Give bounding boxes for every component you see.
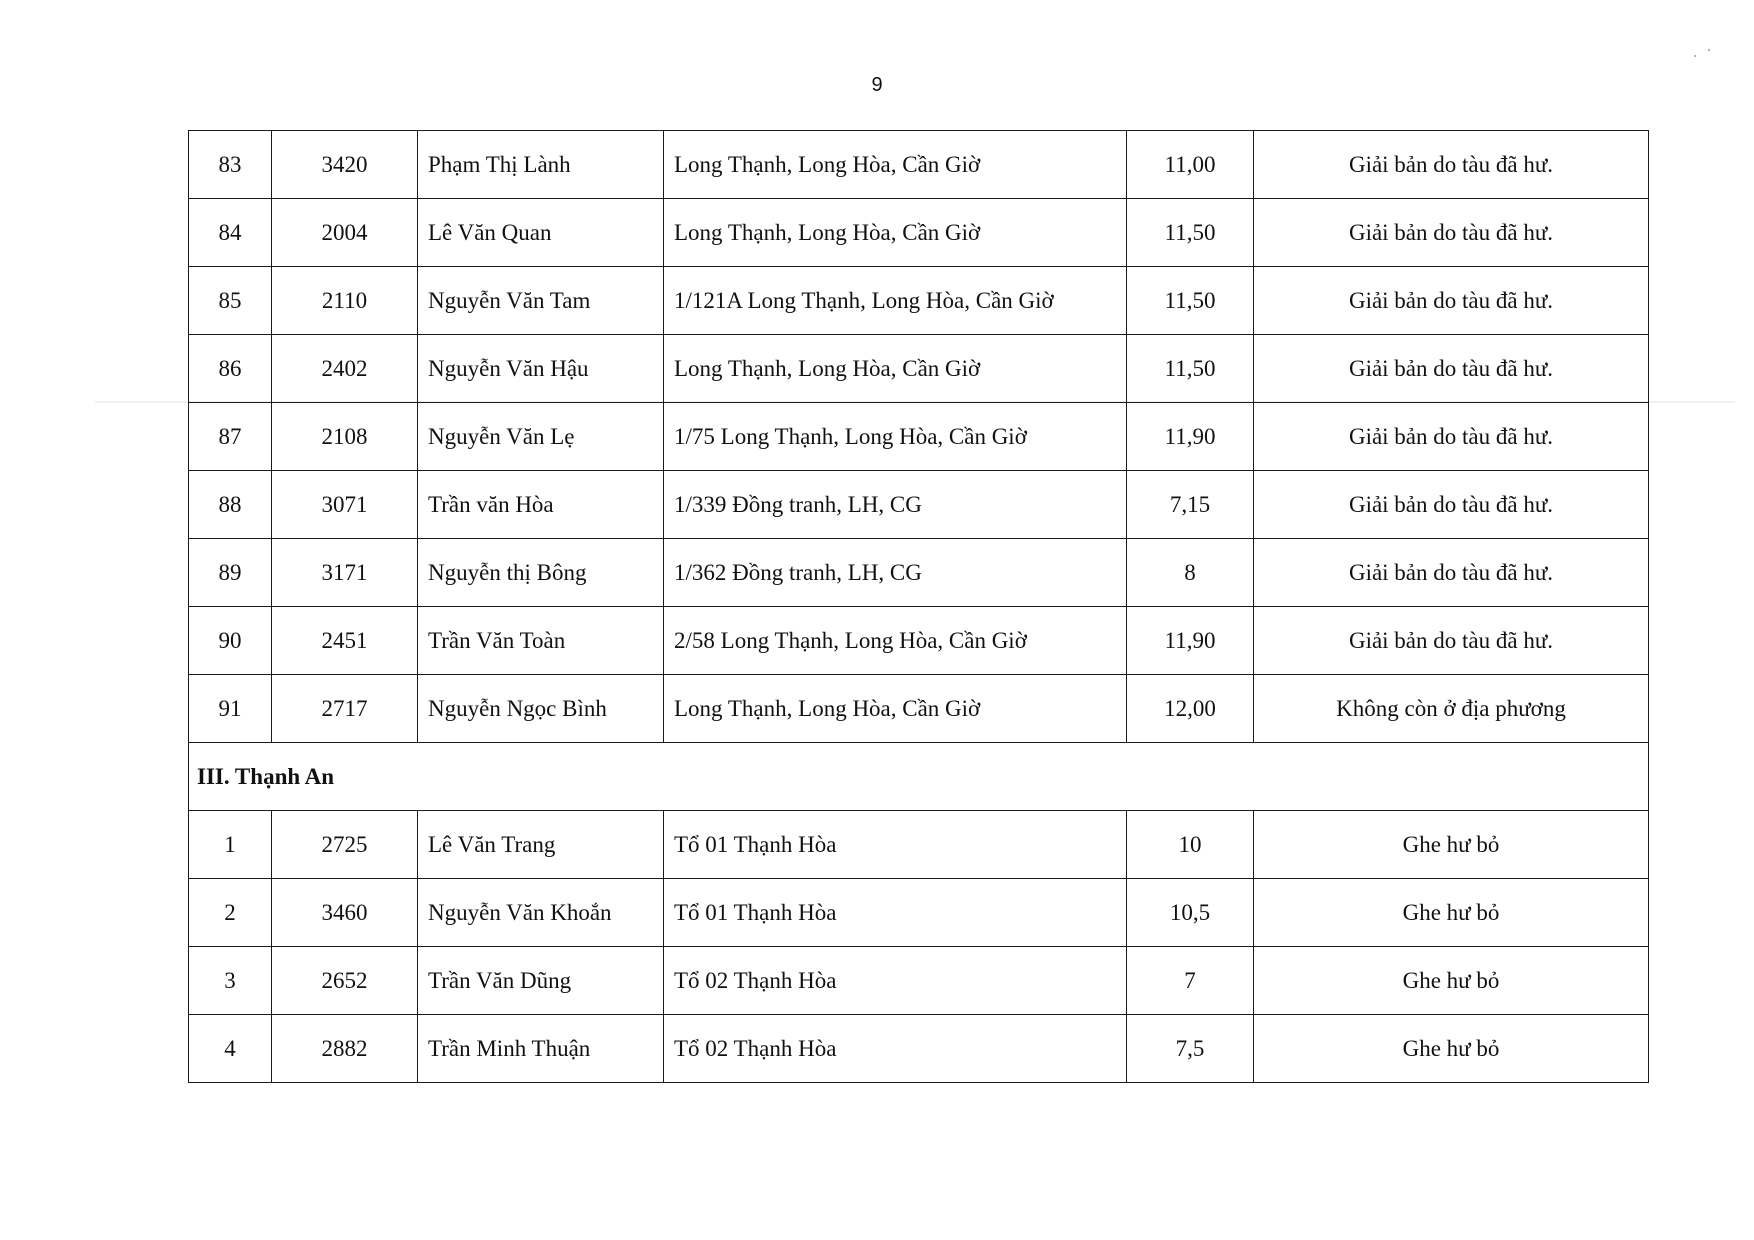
- address-cell: 1/121A Long Thạnh, Long Hòa, Cần Giờ: [664, 267, 1127, 335]
- vessel-list-table: [188, 130, 1649, 1083]
- owner-name-cell: Trần văn Hòa: [418, 471, 664, 539]
- registration-number-cell: 2004: [272, 199, 418, 267]
- value-cell: 11,90: [1127, 607, 1254, 675]
- registration-number-cell: 2402: [272, 335, 418, 403]
- owner-name-cell: Lê Văn Quan: [418, 199, 664, 267]
- row-number-cell: 2: [189, 879, 272, 947]
- table-row: [189, 471, 1649, 539]
- owner-name-cell: Nguyễn Ngọc Bình: [418, 675, 664, 743]
- reason-cell: Ghe hư bỏ: [1254, 811, 1649, 879]
- address-cell: Long Thạnh, Long Hòa, Cần Giờ: [664, 199, 1127, 267]
- registration-number-cell: 3171: [272, 539, 418, 607]
- address-cell: Tổ 01 Thạnh Hòa: [664, 879, 1127, 947]
- value-cell: 10: [1127, 811, 1254, 879]
- row-number-cell: 87: [189, 403, 272, 471]
- address-cell: Long Thạnh, Long Hòa, Cần Giờ: [664, 335, 1127, 403]
- reason-cell: Ghe hư bỏ: [1254, 879, 1649, 947]
- address-cell: Tổ 02 Thạnh Hòa: [664, 1015, 1127, 1083]
- value-cell: 11,00: [1127, 131, 1254, 199]
- table-row: [189, 403, 1649, 471]
- table-row: [189, 335, 1649, 403]
- row-number-cell: 84: [189, 199, 272, 267]
- table-body: [189, 131, 1649, 1083]
- table-row: [189, 131, 1649, 199]
- table-row: [189, 539, 1649, 607]
- reason-cell: Giải bản do tàu đã hư.: [1254, 335, 1649, 403]
- row-number-cell: 91: [189, 675, 272, 743]
- address-cell: Tổ 01 Thạnh Hòa: [664, 811, 1127, 879]
- registration-number-cell: 2882: [272, 1015, 418, 1083]
- table-row: [189, 1015, 1649, 1083]
- row-number-cell: 85: [189, 267, 272, 335]
- registration-number-cell: 2652: [272, 947, 418, 1015]
- table-row: [189, 675, 1649, 743]
- owner-name-cell: Nguyễn thị Bông: [418, 539, 664, 607]
- registration-number-cell: 2110: [272, 267, 418, 335]
- registration-number-cell: 3071: [272, 471, 418, 539]
- reason-cell: Giải bản do tàu đã hư.: [1254, 403, 1649, 471]
- address-cell: 1/339 Đồng tranh, LH, CG: [664, 471, 1127, 539]
- address-cell: 2/58 Long Thạnh, Long Hòa, Cần Giờ: [664, 607, 1127, 675]
- value-cell: 11,50: [1127, 267, 1254, 335]
- scan-speck: [1694, 55, 1696, 57]
- table-row: [189, 267, 1649, 335]
- reason-cell: Giải bản do tàu đã hư.: [1254, 607, 1649, 675]
- reason-cell: Giải bản do tàu đã hư.: [1254, 471, 1649, 539]
- owner-name-cell: Trần Văn Dũng: [418, 947, 664, 1015]
- value-cell: 12,00: [1127, 675, 1254, 743]
- row-number-cell: 88: [189, 471, 272, 539]
- table-row: [189, 811, 1649, 879]
- reason-cell: Giải bản do tàu đã hư.: [1254, 267, 1649, 335]
- owner-name-cell: Phạm Thị Lành: [418, 131, 664, 199]
- owner-name-cell: Trần Minh Thuận: [418, 1015, 664, 1083]
- reason-cell: Giải bản do tàu đã hư.: [1254, 539, 1649, 607]
- value-cell: 7: [1127, 947, 1254, 1015]
- section-header-row: [189, 743, 1649, 811]
- registration-number-cell: 3460: [272, 879, 418, 947]
- address-cell: 1/362 Đồng tranh, LH, CG: [664, 539, 1127, 607]
- owner-name-cell: Nguyễn Văn Hậu: [418, 335, 664, 403]
- reason-cell: Ghe hư bỏ: [1254, 947, 1649, 1015]
- value-cell: 11,90: [1127, 403, 1254, 471]
- row-number-cell: 1: [189, 811, 272, 879]
- registration-number-cell: 2717: [272, 675, 418, 743]
- registration-number-cell: 2725: [272, 811, 418, 879]
- reason-cell: Ghe hư bỏ: [1254, 1015, 1649, 1083]
- owner-name-cell: Nguyễn Văn Tam: [418, 267, 664, 335]
- reason-cell: Giải bản do tàu đã hư.: [1254, 131, 1649, 199]
- registration-number-cell: 2451: [272, 607, 418, 675]
- value-cell: 7,15: [1127, 471, 1254, 539]
- page-number: 9: [871, 74, 883, 96]
- row-number-cell: 89: [189, 539, 272, 607]
- row-number-cell: 3: [189, 947, 272, 1015]
- value-cell: 8: [1127, 539, 1254, 607]
- reason-cell: Không còn ở địa phương: [1254, 675, 1649, 743]
- owner-name-cell: Nguyễn Văn Khoắn: [418, 879, 664, 947]
- row-number-cell: 83: [189, 131, 272, 199]
- owner-name-cell: Trần Văn Toàn: [418, 607, 664, 675]
- address-cell: Tổ 02 Thạnh Hòa: [664, 947, 1127, 1015]
- value-cell: 10,5: [1127, 879, 1254, 947]
- section-title: III. Thạnh An: [189, 743, 1649, 811]
- table-row: [189, 879, 1649, 947]
- row-number-cell: 4: [189, 1015, 272, 1083]
- address-cell: 1/75 Long Thạnh, Long Hòa, Cần Giờ: [664, 403, 1127, 471]
- owner-name-cell: Lê Văn Trang: [418, 811, 664, 879]
- table-row: [189, 607, 1649, 675]
- value-cell: 11,50: [1127, 199, 1254, 267]
- row-number-cell: 90: [189, 607, 272, 675]
- address-cell: Long Thạnh, Long Hòa, Cần Giờ: [664, 675, 1127, 743]
- table-row: [189, 199, 1649, 267]
- owner-name-cell: Nguyễn Văn Lẹ: [418, 403, 664, 471]
- reason-cell: Giải bản do tàu đã hư.: [1254, 199, 1649, 267]
- value-cell: 11,50: [1127, 335, 1254, 403]
- address-cell: Long Thạnh, Long Hòa, Cần Giờ: [664, 131, 1127, 199]
- table-row: [189, 947, 1649, 1015]
- registration-number-cell: 3420: [272, 131, 418, 199]
- value-cell: 7,5: [1127, 1015, 1254, 1083]
- row-number-cell: 86: [189, 335, 272, 403]
- scan-speck: [1708, 49, 1710, 51]
- registration-number-cell: 2108: [272, 403, 418, 471]
